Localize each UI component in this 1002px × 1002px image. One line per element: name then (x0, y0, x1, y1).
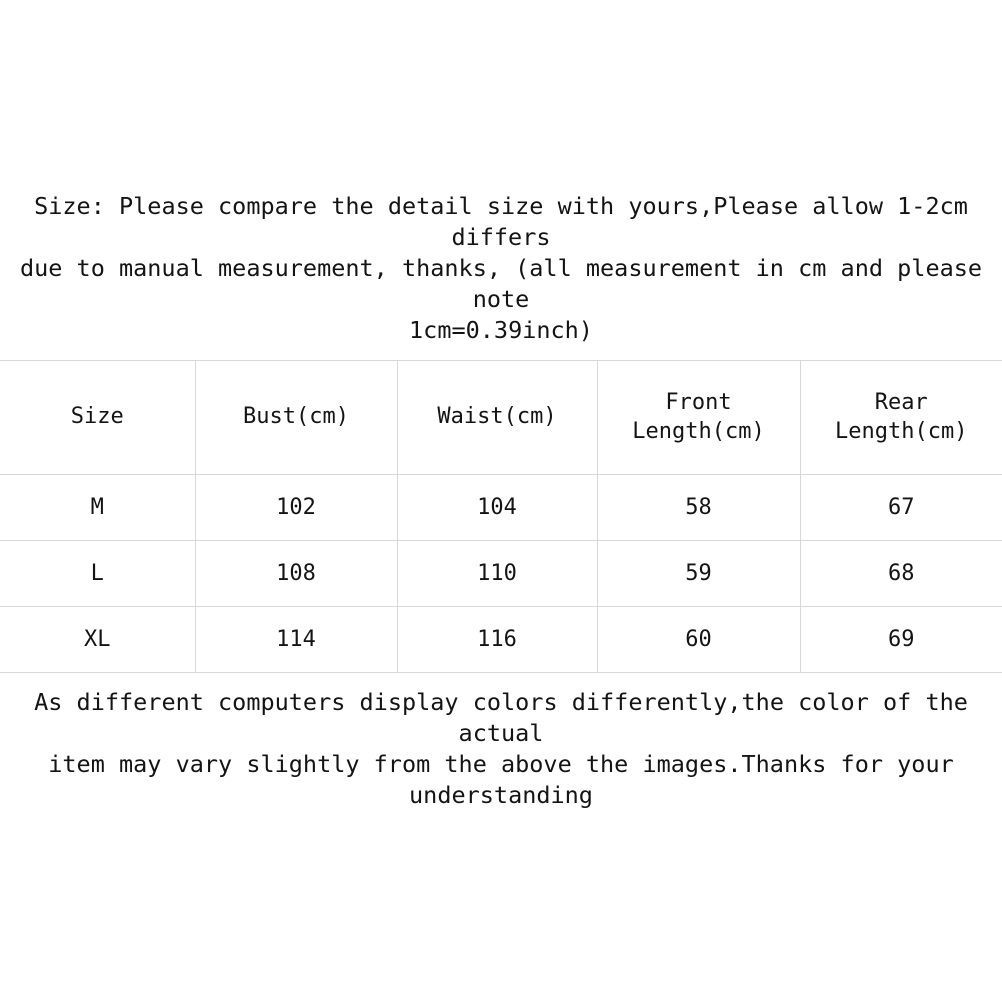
cell-bust: 108 (195, 541, 397, 607)
column-header-front-length (597, 361, 800, 475)
table-row (0, 541, 1002, 607)
document-content (0, 191, 1002, 811)
column-header-rear-length: Rear Length(cm) (800, 361, 1002, 475)
column-header-front-length-line-1: Front (665, 390, 732, 416)
cell-size: XL (0, 607, 195, 673)
cell-waist: 116 (397, 607, 597, 673)
cell-front-length: 59 (597, 541, 800, 607)
column-header-front-length-line-2: Length(cm) (632, 418, 765, 444)
color-disclaimer-line-2: item may vary slightly from the above the images.Thanks for your (48, 750, 954, 779)
color-disclaimer-note (0, 673, 1002, 811)
cell-size: M (0, 475, 195, 541)
cell-front-length: 58 (597, 475, 800, 541)
cell-front-length: 60 (597, 607, 800, 673)
size-disclaimer-line-1: Size: Please compare the detail size with yours,Please allow 1-2cm differs (34, 191, 968, 251)
size-table (0, 360, 1002, 673)
cell-rear-length: 68 (800, 541, 1002, 607)
cell-rear-length: 67 (800, 475, 1002, 541)
table-header-row (0, 361, 1002, 475)
cell-waist: 110 (397, 541, 597, 607)
cell-bust: 102 (195, 475, 397, 541)
cell-waist: 104 (397, 475, 597, 541)
color-disclaimer-line-1: As different computers display colors differently,the color of the actual (34, 688, 968, 748)
cell-bust: 114 (195, 607, 397, 673)
cell-rear-length: 69 (800, 607, 1002, 673)
column-header-bust: Bust(cm) (195, 361, 397, 475)
color-disclaimer-line-3: understanding (409, 781, 593, 810)
size-disclaimer-line-2: due to manual measurement, thanks, (all measurement in cm and please note (19, 253, 983, 313)
column-header-waist: Waist(cm) (397, 361, 597, 475)
cell-size: L (0, 541, 195, 607)
table-row (0, 607, 1002, 673)
size-disclaimer-line-3: 1cm=0.39inch) (409, 315, 593, 344)
size-disclaimer-note (0, 191, 1002, 360)
column-header-size: Size (0, 361, 195, 475)
table-row (0, 475, 1002, 541)
